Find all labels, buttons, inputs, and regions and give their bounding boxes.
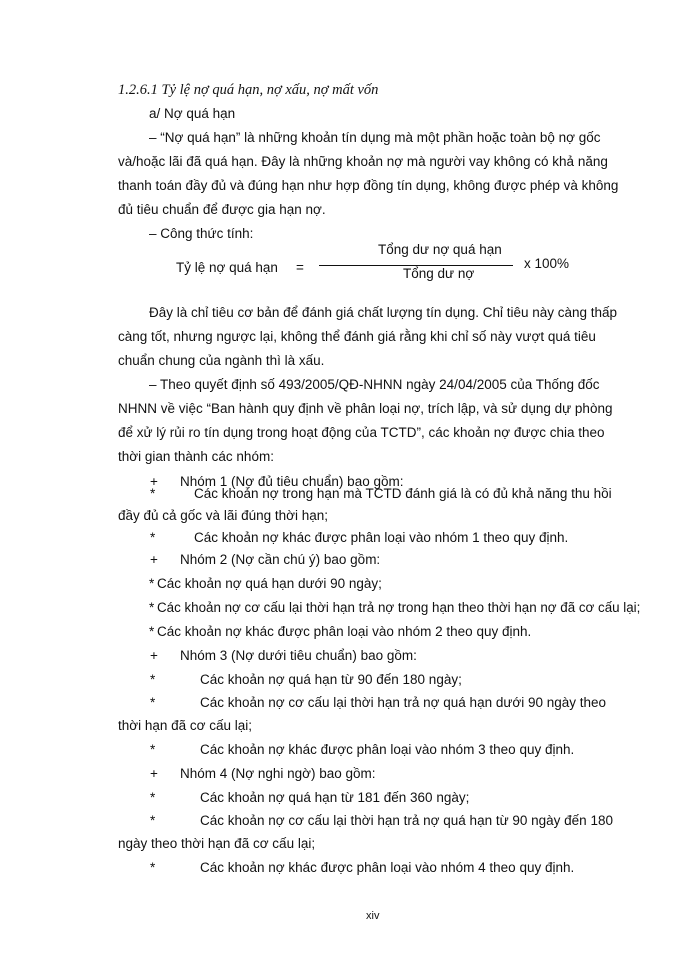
item-text: đầy đủ cả gốc và lãi đúng thời hạn; [118,508,328,523]
definition-line: và/hoặc lãi đã quá hạn. Đây là những khoản nợ mà người vay không có khả năng [118,154,608,169]
item-text: Các khoản nợ khác được phân loại vào nhóm 1 theo quy định. [194,530,569,545]
item-marker: * [149,600,155,615]
decision-line: – Theo quyết định số 493/2005/QĐ-NHNN ngày 24/04/2005 của Thống đốc [149,377,600,392]
formula-denominator: Tổng dư nợ [403,266,475,281]
section-heading: 1.2.6.1 Tỷ lệ nợ quá hạn, nợ xấu, nợ mất vốn [118,82,379,98]
group-title: Nhóm 3 (Nợ dưới tiêu chuẩn) bao gồm: [180,648,417,663]
formula-factor: x 100% [524,256,570,271]
item-marker: * [150,530,156,545]
group-title: Nhóm 4 (Nợ nghi ngờ) bao gồm: [180,766,376,781]
item-text: ngày theo thời hạn đã cơ cấu lại; [118,836,316,851]
item-marker: * [150,672,156,687]
definition-line: – “Nợ quá hạn” là những khoản tín dụng mà một phần hoặc toàn bộ nợ gốc [149,130,601,145]
decision-line: để xử lý rủi ro tín dụng trong hoạt động của TCTD”, các khoản nợ được chia theo [118,425,605,440]
page-number: xiv [366,910,380,922]
item-marker: * [150,695,156,710]
group-title: Nhóm 2 (Nợ cần chú ý) bao gồm: [180,552,381,567]
item-text: Các khoản nợ cơ cấu lại thời hạn trả nợ quá hạn từ 90 ngày đến 180 [200,813,613,828]
item-text: Các khoản nợ cơ cấu lại thời hạn trả nợ quá hạn dưới 90 ngày theo [200,695,607,710]
group-title: Nhóm 1 (Nợ đủ tiêu chuẩn) bao gồm: [180,474,404,489]
item-marker: * [150,813,156,828]
item-text: Các khoản nợ cơ cấu lại thời hạn trả nợ trong hạn theo thời hạn nợ đã cơ cấu lại; [157,600,641,615]
group-marker: + [150,648,158,663]
decision-line: NHNN về việc “Ban hành quy định về phân loại nợ, trích lập, và sử dụng dự phòng [118,401,613,416]
subheading-a: a/ Nợ quá hạn [149,106,236,121]
item-text: Các khoản nợ quá hạn từ 181 đến 360 ngày; [200,790,470,805]
item-text: Các khoản nợ khác được phân loại vào nhóm 3 theo quy định. [200,742,575,757]
group-marker: + [150,474,158,489]
item-text: Các khoản nợ khác được phân loại vào nhóm 4 theo quy định. [200,860,575,875]
item-marker: * [149,576,155,591]
item-text: Các khoản nợ khác được phân loại vào nhóm 2 theo quy định. [157,624,532,639]
formula-lhs: Tỷ lệ nợ quá hạn [176,260,278,275]
formula-equals: = [296,260,304,275]
item-marker: * [150,486,156,501]
definition-line: thanh toán đầy đủ và đúng hạn như hợp đồng tín dụng, không được phép và không [118,178,619,193]
decision-line: thời gian thành các nhóm: [118,449,274,464]
item-marker: * [150,790,156,805]
item-marker: * [149,624,155,639]
group-marker: + [150,766,158,781]
formula-numerator: Tổng dư nợ quá hạn [378,242,502,257]
evaluation-line: càng tốt, nhưng ngược lại, không thể đánh giá rằng khi chỉ số này vượt quá tiêu [118,329,596,344]
group-marker: + [150,552,158,567]
item-text: Các khoản nợ quá hạn từ 90 đến 180 ngày; [200,672,462,687]
formula-intro: – Công thức tính: [149,226,254,241]
item-text: thời hạn đã cơ cấu lại; [118,718,253,733]
evaluation-line: chuẩn chung của ngành thì là xấu. [118,353,325,368]
evaluation-line: Đây là chỉ tiêu cơ bản để đánh giá chất lượng tín dụng. Chỉ tiêu này càng thấp [149,305,618,320]
item-marker: * [150,860,156,875]
item-text: Các khoản nợ trong hạn mà TCTD đánh giá là có đủ khả năng thu hồi [194,486,612,501]
item-marker: * [150,742,156,757]
item-text: Các khoản nợ quá hạn dưới 90 ngày; [157,576,382,591]
definition-line: đủ tiêu chuẩn để được gia hạn nợ. [118,202,326,217]
